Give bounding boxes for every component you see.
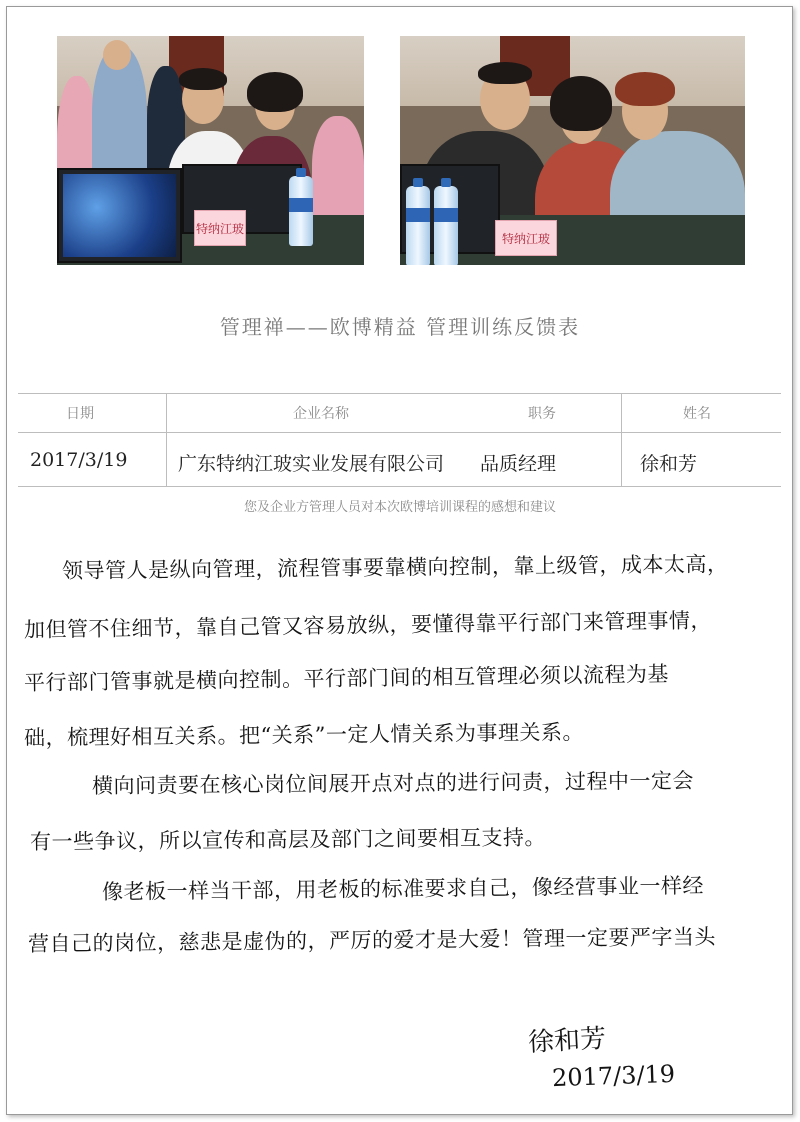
info-table (18, 393, 781, 487)
signature-name: 徐和芳 (527, 1023, 607, 1059)
value-position: 品质经理 (480, 453, 557, 475)
signature-date: 2017/3/19 (551, 1059, 676, 1093)
form-title: 管理禅——欧博精益 管理训练反馈表 (219, 315, 581, 339)
value-name: 徐和芳 (640, 453, 698, 475)
value-date: 2017/3/19 (30, 449, 128, 471)
header-company: 企业名称 (293, 406, 349, 422)
feedback-line: 营自己的岗位，慈悲是虚伪的，严厉的爱才是大爱！管理一定要严字当头 (27, 924, 717, 956)
nameplate-right: 特纳江玻 (495, 220, 557, 256)
header-position: 职务 (528, 406, 556, 422)
feedback-line: 有一些争议，所以宣传和高层及部门之间要相互支持。 (29, 825, 547, 854)
feedback-line: 础，梳理好相互关系。把“关系”一定人情关系为事理关系。 (23, 720, 585, 750)
feedback-line: 加但管不住细节，靠自己管又容易放纵，要懂得靠平行部门来管理事情， (23, 608, 713, 642)
value-company: 广东特纳江玻实业发展有限公司 (178, 453, 445, 475)
feedback-line: 像老板一样当干部，用老板的标准要求自己，像经营事业一样经 (101, 873, 705, 904)
feedback-line: 领导管人是纵向管理，流程管事要靠横向控制，靠上级管，成本太高， (61, 552, 729, 583)
training-photo-right (400, 36, 745, 265)
feedback-line: 平行部门管事就是横向控制。平行部门间的相互管理必须以流程为基 (23, 661, 670, 695)
header-name: 姓名 (683, 406, 711, 422)
header-date: 日期 (66, 406, 94, 422)
nameplate-left: 特纳江玻 (194, 210, 246, 246)
training-photo-left (57, 36, 364, 265)
feedback-line: 横向问责要在核心岗位间展开点对点的进行问责，过程中一定会 (91, 768, 695, 798)
feedback-prompt: 您及企业方管理人员对本次欧博培训课程的感想和建议 (243, 500, 556, 515)
